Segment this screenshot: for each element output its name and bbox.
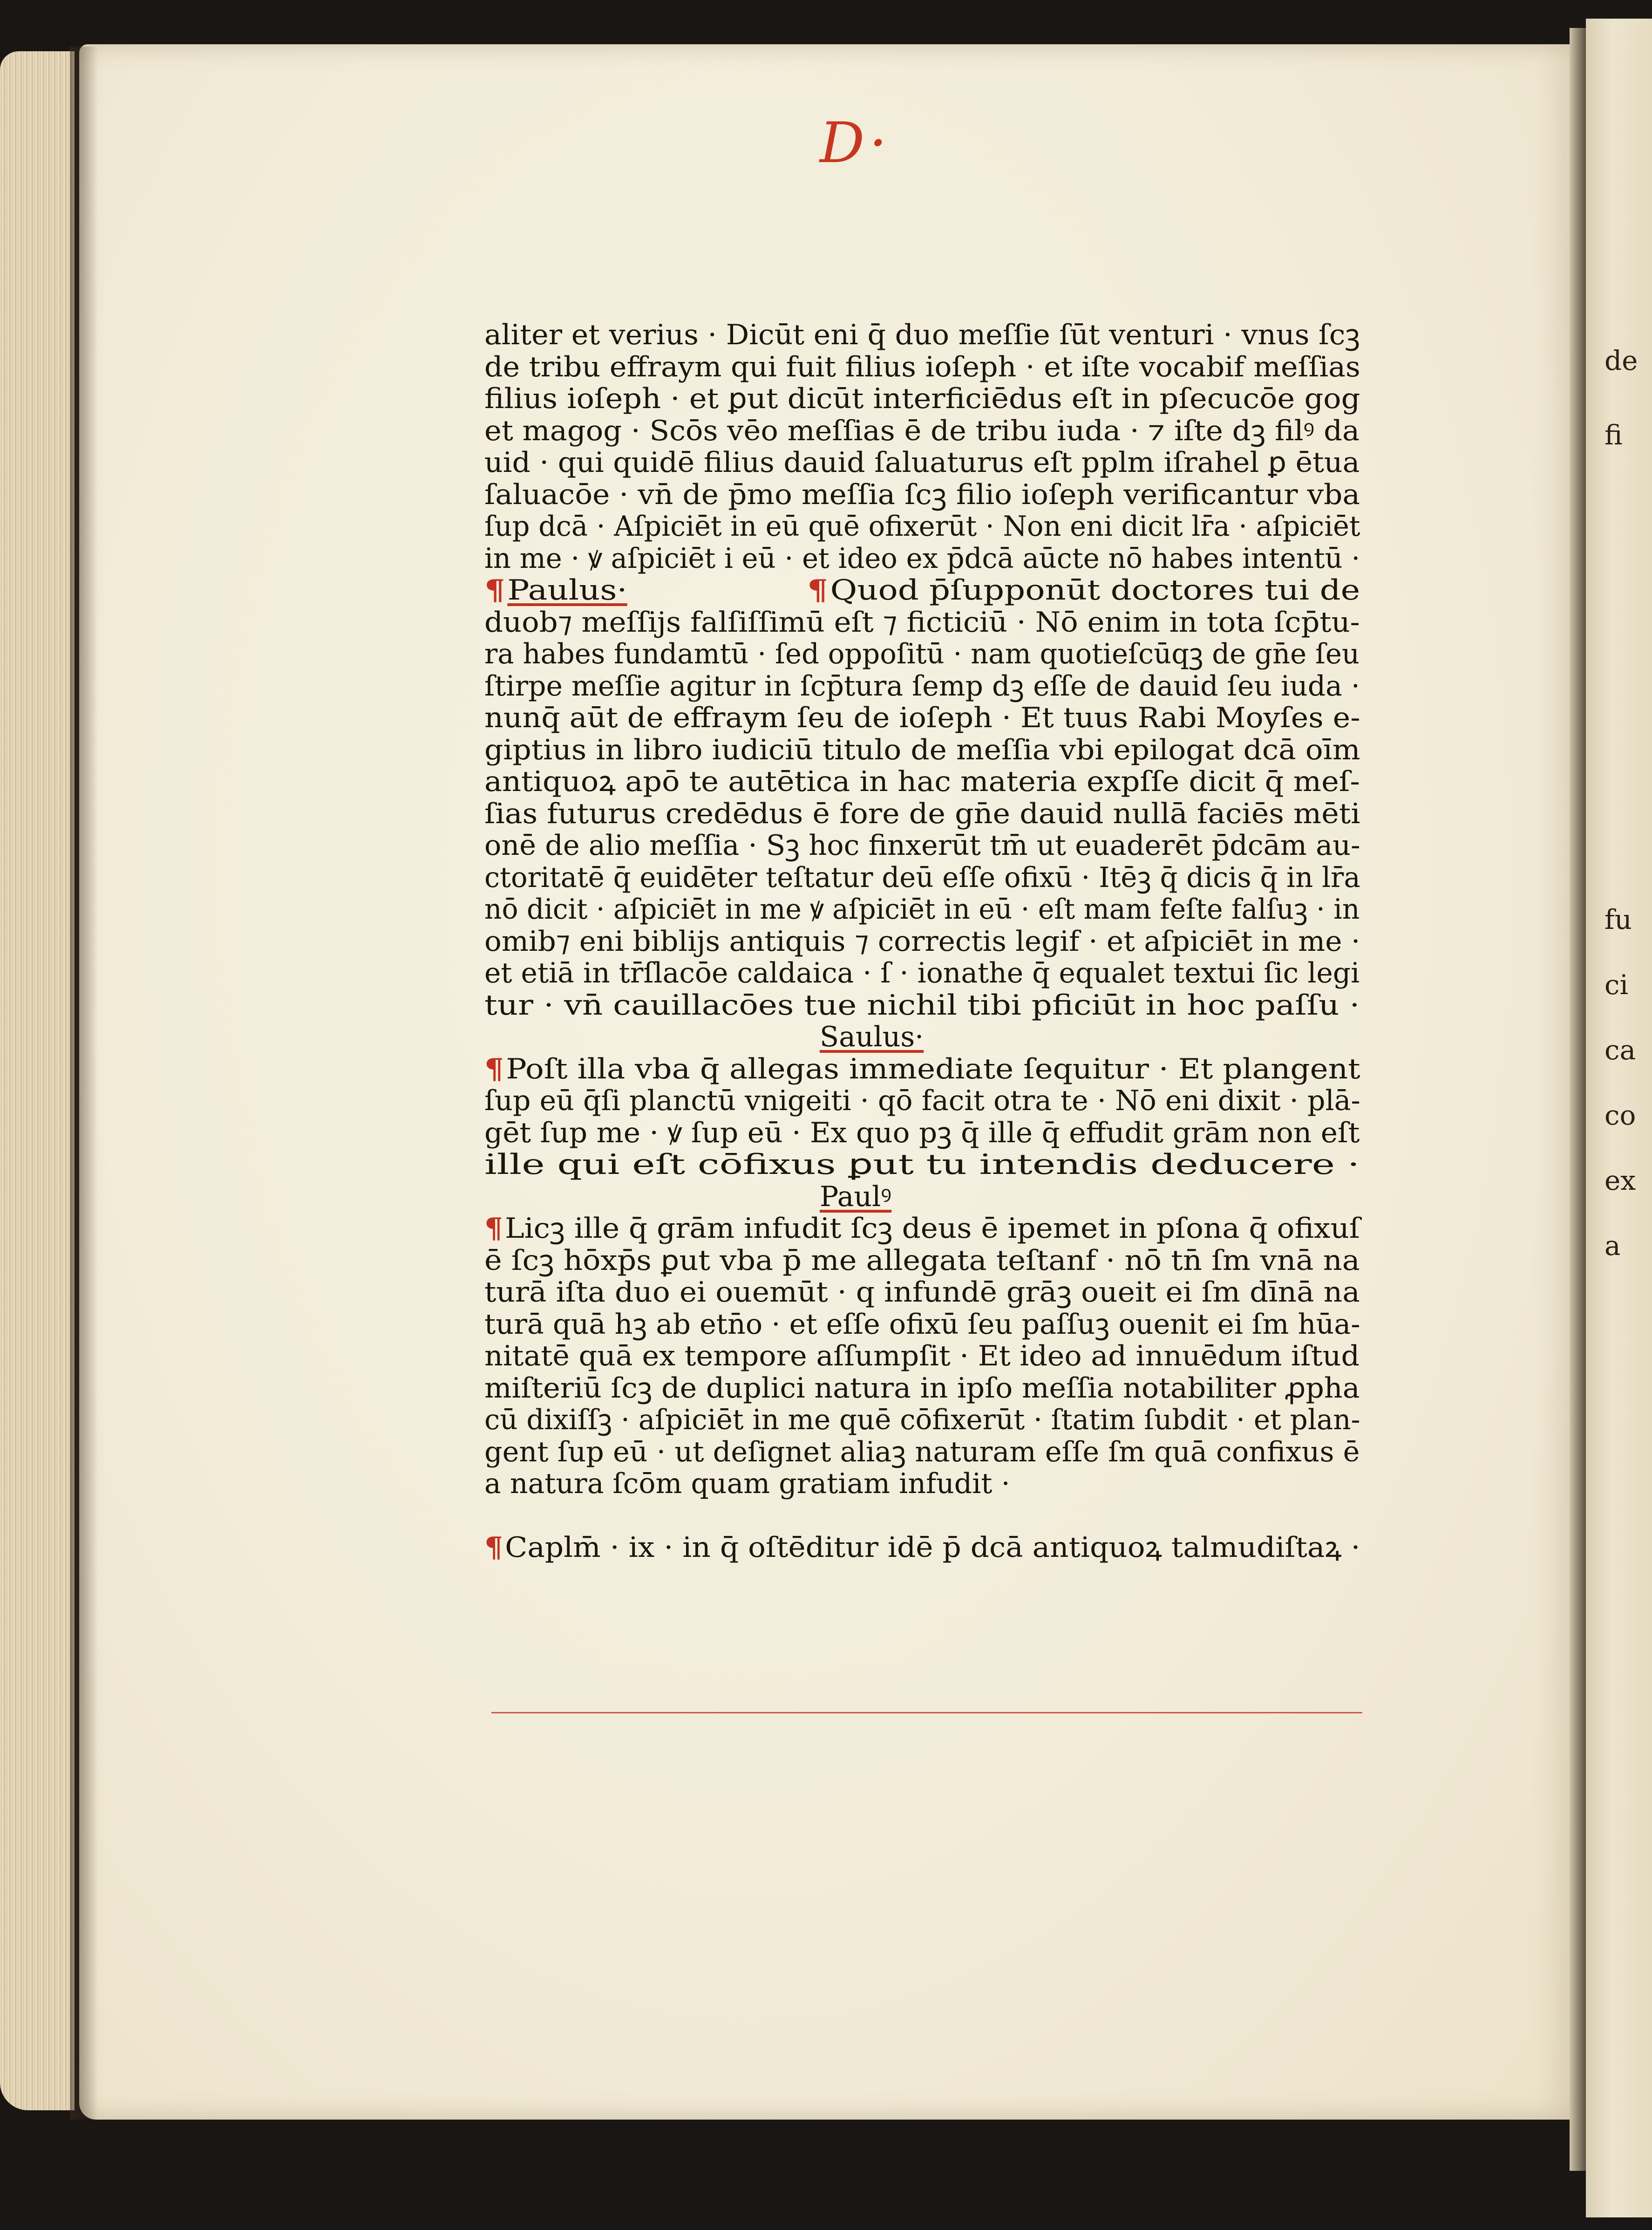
line-content — [484, 447, 1360, 479]
text-line — [484, 1276, 1360, 1309]
chapter-rule — [491, 1712, 1362, 1713]
text-block — [484, 319, 1360, 1564]
line-content — [484, 926, 1360, 958]
line-content — [484, 351, 1360, 383]
line-content — [484, 702, 1360, 734]
text-line — [484, 798, 1360, 830]
line-text: ra habes fundamtū · ſed oppoſitū · nam quotieſcūqꝫ de gn̄e ſeu — [484, 638, 1360, 670]
line-content — [484, 1276, 1360, 1309]
text-line — [484, 830, 1360, 862]
line-content — [484, 319, 1360, 351]
text-line — [484, 383, 1360, 415]
line-content — [484, 1245, 1360, 1277]
line-text: a natura ſcōm quam gratiam infudit · — [484, 1467, 1010, 1500]
line-text: omib⁊ eni biblijs antiquis ⁊ correctis legif · et aſpiciēt in me · — [484, 925, 1360, 958]
line-content — [820, 1181, 891, 1213]
line-content — [484, 638, 1360, 670]
line-content — [484, 1468, 1010, 1500]
next-page-fragment: ex — [1604, 1165, 1636, 1196]
line-text: cū dixiſſꝫ · aſpiciēt in me quē cōfixerūt · ſtatim ſubdit · et plan- — [484, 1404, 1360, 1436]
speaker-label: Paulꝰ — [820, 1180, 892, 1213]
text-line — [484, 1213, 1360, 1245]
line-content — [484, 511, 1360, 543]
line-content — [484, 893, 1360, 926]
text-line — [484, 1085, 1360, 1117]
text-line — [484, 607, 1360, 639]
line-text: ſtirpe meſſie agitur in ſcp̄tura ſemp dꝫ eſſe de dauid ſeu iuda · — [484, 669, 1360, 702]
line-text: ſias futurus credēdus ē fore de gn̄e dauid nullā faciēs mēti — [484, 797, 1360, 830]
line-text: nitatē quā ex tempore aſſumpſit · Et ideo ad innuēdum iſtud — [484, 1340, 1360, 1372]
line-content — [484, 415, 1360, 447]
line-text: miſteriū ſcꝫ de duplici natura in ipſo meſſia notabiliter ꝓpha — [484, 1371, 1360, 1405]
text-line — [484, 351, 1360, 383]
line-text: aliter et verius · Dicūt eni q̄ duo meſſie ſūt venturi · vnus ſcꝫ — [484, 319, 1360, 351]
next-page-fragment: fu — [1604, 904, 1632, 935]
pilcrow-mark: ¶ — [484, 574, 505, 607]
text-line — [484, 926, 1360, 958]
line-text: turā iſta duo ei ouemūt · q infundē grāꝫ oueit ei ſm dīnā na — [484, 1276, 1360, 1309]
text-line — [484, 638, 1360, 670]
line-text: nō dicit · aſpiciēt in me ꝟ aſpiciēt in eū · eſt mam feſte falſuꝫ · in — [484, 893, 1360, 926]
line-content — [484, 1309, 1360, 1341]
next-page-fragment: ca — [1604, 1034, 1636, 1066]
text-line — [484, 479, 1360, 511]
text-line — [484, 1021, 1360, 1053]
line-text: tur · vn̄ cauillacōes tue nichil tibi pficiūt in hoc paſſu · — [484, 989, 1360, 1022]
line-text: duob⁊ meſſijs falſiſſimū eſt ⁊ ficticiū · Nō enim in tota ſcp̄tu- — [484, 606, 1360, 639]
line-content — [484, 1149, 1360, 1181]
text-line — [484, 1181, 1360, 1213]
next-page-edge — [1586, 19, 1652, 2217]
text-line — [484, 1404, 1360, 1436]
line-text: onē de alio meſſia · Sꝫ hoc finxerūt tm̄ ut euaderēt p̄dcām au- — [484, 829, 1360, 862]
line-content — [484, 798, 1360, 830]
next-page-fragment: ci — [1604, 969, 1629, 1001]
line-text: uid · qui quidē filius dauid ſaluaturus eſt pplm iſrahel ꝑ ētua — [484, 446, 1360, 479]
line-content — [484, 1404, 1360, 1436]
line-text: ſaluacōe · vn̄ de p̄mo meſſia ſcꝫ filio ioſeph verificantur vba — [484, 478, 1360, 511]
line-text: gēt ſup me · ꝟ ſup eū · Ex quo pꝫ q̄ ille q̄ effudit grām non eſt — [484, 1116, 1360, 1149]
line-text: Poſt illa vba q̄ allegas immediate ſequitur · Et plangent — [506, 1052, 1360, 1085]
line-text: Caplm̄ · ix · in q̄ oſtēditur idē p̄ dcā antiquoꝝ talmudiſtaꝝ · — [505, 1531, 1360, 1564]
line-content — [484, 734, 1360, 766]
text-line — [484, 734, 1360, 766]
text-line — [484, 511, 1360, 543]
binding-shadow — [70, 47, 98, 2120]
text-line — [484, 1117, 1360, 1149]
text-line — [484, 957, 1360, 989]
line-text: ille qui eſt cōfixus ꝑut tu intendis deducere · — [484, 1148, 1360, 1181]
line-text: ſup dcā · Aſpiciēt in eū quē ofixerūt · Non eni dicit lr̄a · aſpiciēt — [484, 510, 1360, 543]
line-content — [484, 1053, 1360, 1085]
line-content — [484, 1340, 1360, 1372]
text-line — [484, 1372, 1360, 1405]
line-content — [484, 862, 1360, 894]
pilcrow-mark: ¶ — [484, 1531, 503, 1564]
line-content — [484, 989, 1360, 1022]
text-line — [484, 1149, 1360, 1181]
pilcrow-mark: ¶ — [807, 574, 828, 607]
page-header-mark: D· — [820, 111, 892, 176]
line-text: ſup eū q̄ſi planctū vnigeiti · qō facit otra te · Nō eni dixit · plā- — [484, 1084, 1360, 1117]
next-page-fragment: de — [1604, 345, 1638, 376]
text-line — [484, 1340, 1360, 1372]
text-line — [484, 319, 1360, 351]
text-line — [484, 893, 1360, 926]
speaker-label: Paulus· — [507, 574, 627, 607]
line-text: giptius in libro iudiciū titulo de meſſia vbi epilogat dcā oīm — [484, 733, 1360, 766]
text-line — [484, 574, 1360, 607]
line-content — [484, 543, 1360, 575]
line-text: turā quā hꝫ ab etn̄o · et eſſe ofixū ſeu paſſuꝫ ouenit ei ſm hūa- — [484, 1308, 1360, 1341]
line-text: filius ioſeph · et ꝑut dicūt interficiēdus eſt in pſecucōe gog — [484, 382, 1360, 415]
text-line — [484, 1053, 1360, 1085]
line-text: et etiā in tr̄ſlacōe caldaica · ſ · ionathe q̄ equalet textui ſic legi — [484, 957, 1360, 989]
line-text: in me · ꝟ aſpiciēt i eū · et ideo ex p̄dcā aūcte nō habes intentū · — [484, 542, 1360, 575]
text-line — [484, 1309, 1360, 1341]
line-content — [484, 1372, 1360, 1405]
text-line — [484, 702, 1360, 734]
line-text: ctoritatē q̄ euidēter teſtatur deū eſſe ofixū · Itēꝫ q̄ dicis q̄ in lr̄a — [484, 861, 1360, 894]
line-content — [484, 1213, 1360, 1245]
line-content — [484, 607, 1360, 639]
text-line — [484, 415, 1360, 447]
text-line — [484, 862, 1360, 894]
next-page-fragment: fi — [1604, 419, 1623, 451]
text-line — [484, 1532, 1360, 1564]
text-line — [484, 543, 1360, 575]
pilcrow-mark: ¶ — [484, 1212, 503, 1245]
text-line — [484, 670, 1360, 702]
text-line — [484, 766, 1360, 798]
line-content — [820, 1021, 924, 1053]
line-content — [484, 957, 1360, 989]
line-text: et magog · Scōs vēo meſſias ē de tribu iuda · ⁊ iſte dꝫ filꝰ da — [484, 414, 1360, 447]
next-page-fragment: co — [1604, 1099, 1636, 1131]
line-content — [484, 1532, 1360, 1564]
line-content — [484, 383, 1360, 415]
line-content — [484, 574, 1360, 607]
speaker-label: Saulus· — [820, 1021, 924, 1053]
text-line — [484, 1245, 1360, 1277]
line-text: nunq̄ aūt de effraym ſeu de ioſeph · Et tuus Rabi Moyſes e- — [484, 702, 1360, 734]
text-line — [484, 1468, 1360, 1500]
next-page-fragment: a — [1604, 1230, 1621, 1262]
book-page-edges — [0, 51, 75, 2110]
line-text: antiquoꝝ apō te autētica in hac materia expſſe dicit q̄ meſ- — [484, 765, 1360, 798]
line-content — [484, 479, 1360, 511]
pilcrow-mark: ¶ — [484, 1052, 504, 1085]
line-text: ē ſcꝫ hōxp̄s ꝑut vba p̄ me allegata teſtanf · nō tn̄ ſm vnā na — [484, 1244, 1360, 1277]
line-text: Quod p̄ſupponūt doctores tui de — [830, 574, 1360, 607]
text-line — [484, 447, 1360, 479]
line-content — [484, 1436, 1360, 1468]
line-content — [484, 830, 1360, 862]
line-content — [484, 670, 1360, 702]
text-line — [484, 1500, 1360, 1532]
line-content — [484, 1085, 1360, 1117]
line-content — [484, 1117, 1360, 1149]
line-text: gent ſup eū · ut deſignet aliaꝫ naturam eſſe ſm quā confixus ē — [484, 1435, 1360, 1468]
line-text: Licꝫ ille q̄ grām infudit ſcꝫ deus ē ipemet in pſona q̄ ofixuſ — [505, 1212, 1360, 1245]
line-content — [484, 766, 1360, 798]
text-line — [484, 1436, 1360, 1468]
line-text: de tribu effraym qui fuit filius ioſeph · et iſte vocabif meſſias — [484, 350, 1360, 383]
text-line — [484, 989, 1360, 1022]
